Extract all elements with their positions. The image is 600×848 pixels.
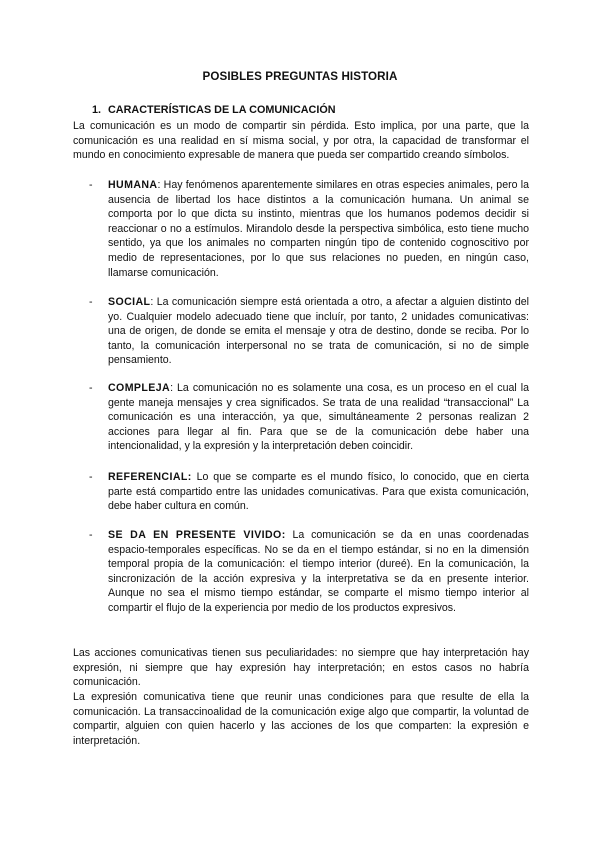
list-item-text: Lo que se comparte es el mundo físico, lo conocido, que en cierta parte está compartido entre las unidades comunicativas. Para que exista comunicación, debe haber cultura en común. <box>108 471 529 513</box>
bullet-dash: - <box>89 471 93 483</box>
list-item-humana <box>89 178 529 280</box>
list-item-separator: : <box>157 179 161 191</box>
list-item-text: La comunicación siempre está orientada a otro, a afectar a alguien distinto del yo. Cualquier modelo adecuado tiene que incluír, por tanto, 2 unidades comunicativas: una de origen, de donde se emita el mensaje y otra de destino, donde se reciba. Por lo tanto, la comunicación interpersonal no se trata de comunicación, si no de simple pensamiento. <box>108 296 529 367</box>
list-item-separator: : <box>170 382 174 394</box>
document-title: POSIBLES PREGUNTAS HISTORIA <box>202 70 398 83</box>
list-item-text: La comunicación no es solamente una cosa, es un proceso en el cual la gente maneja mensajes y crea significados. Se trata de una realidad “transaccional” La comunicación es una interacción, ya que, simultáneamente 2 personas realizan 2 acciones para llegar al fin. Para que se de la comunicación debe haber una intencionalidad, y la expresión y la interpretación deben coincidir. <box>108 382 529 453</box>
list-item-body <box>108 295 529 368</box>
list-item-body <box>108 470 529 514</box>
paragraph-acciones: Las acciones comunicativas tienen sus peculiaridades: no siempre que hay interpretación hay expresión, ni siempre que hay expresión hay interpretación; en estos casos no habría comunicación. <box>73 647 529 689</box>
list-item-separator: : <box>150 296 154 308</box>
list-item-compleja <box>89 381 529 454</box>
list-item-label: HUMANA <box>108 179 158 191</box>
bullet-dash: - <box>89 382 93 394</box>
list-item-text: La comunicación se da en unas coordenadas espacio-temporales específicas. No se da en el tiempo estándar, si no en la dimensión temporal propia de la comunicación: el tiempo interior (dureé). En la comunicación, la sincronización de la acción expresiva y la interpretativa se da en presente interior. Aunque no sea el mismo tiempo estándar, se comparte el mismo tiempo interior al compartir el flujo de la experiencia por medio de los productos expresivos. <box>108 529 529 614</box>
paragraph-expresion: La expresión comunicativa tiene que reunir unas condiciones para que resulte de ella la comunicación. La transaccinoalidad de la comunicación exige algo que compartir, la voluntad de compartir, alguien con quien hacerlo y las acciones de los que comparten: la expresión e interpretación. <box>73 691 529 747</box>
bullet-dash: - <box>89 179 93 191</box>
section-heading <box>92 103 336 118</box>
list-item-label: REFERENCIAL: <box>108 471 192 483</box>
list-item-label: SE DA EN PRESENTE VIVIDO: <box>108 529 286 541</box>
list-item-body <box>108 381 529 454</box>
list-item-text: Hay fenómenos aparentemente similares en otras especies animales, pero la ausencia de libertad los hace distintos a la comunicación humana. Un animal se comporta por lo que dicta su instinto, mientras que los humanos podemos decidir si reaccionar o no a estímulos. Mirandolo desde la perspectiva simbólica, esto tiene mucho sentido, ya que los animales no comparten ningún tipo de contenido cognoscitivo por medio de representaciones, por lo que sus relaciones no pueden, en ningún caso, llamarse comunicación. <box>108 179 529 279</box>
list-item-body <box>108 528 529 616</box>
list-item-label: SOCIAL <box>108 296 151 308</box>
list-item-label: COMPLEJA <box>108 382 171 394</box>
list-item-social <box>89 295 529 368</box>
list-item-presente-vivido <box>89 528 529 616</box>
section-heading-text: CARACTERÍSTICAS DE LA COMUNICACIÓN <box>108 104 336 116</box>
section-number: 1. <box>92 104 102 116</box>
intro-paragraph: La comunicación es un modo de compartir sin pérdida. Esto implica, por una parte, que la comunicación es una realidad en sí misma social, y por otra, la capacidad de transformar el mundo en conocimiento expresable de manera que pueda ser compartido creando símbolos. <box>73 120 529 162</box>
list-item-body <box>108 178 529 280</box>
bullet-dash: - <box>89 529 93 541</box>
list-item-referencial <box>89 470 529 514</box>
bullet-dash: - <box>89 296 93 308</box>
